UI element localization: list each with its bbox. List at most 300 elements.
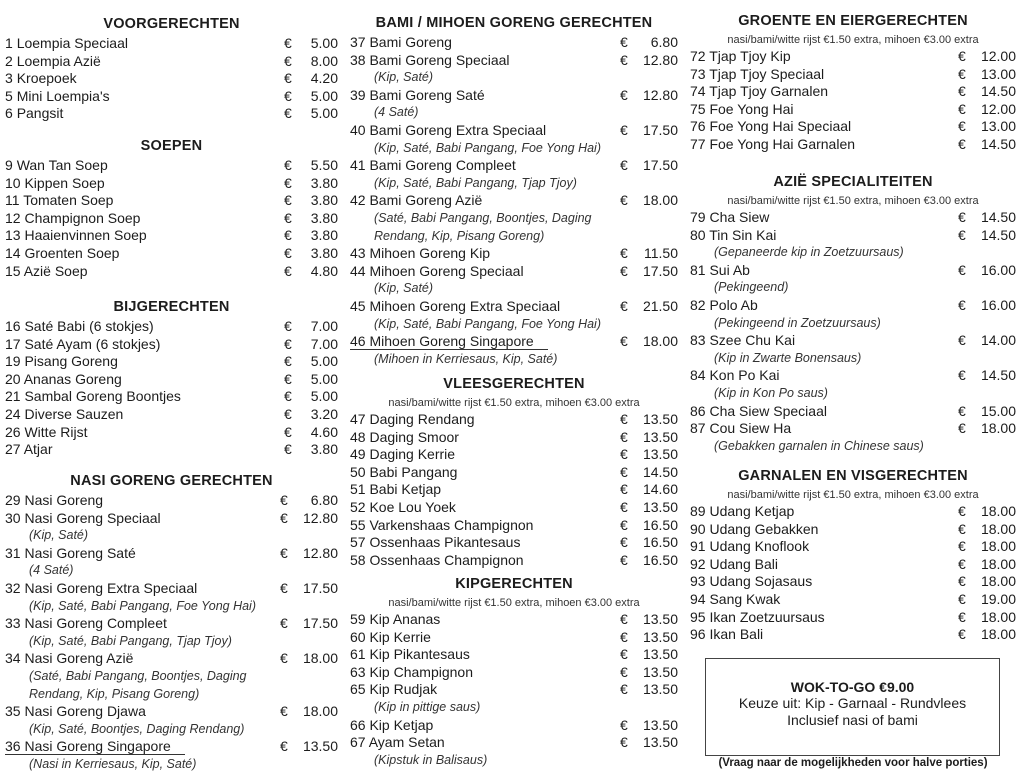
euro-sign: € xyxy=(958,573,966,590)
euro-sign: € xyxy=(958,420,966,437)
price-amount: 17.50 xyxy=(642,262,678,279)
menu-item xyxy=(5,738,338,756)
menu-item xyxy=(5,703,338,721)
price-amount: 17.50 xyxy=(642,121,678,138)
menu-item xyxy=(350,263,678,281)
menu-item-description: (4 Saté) xyxy=(29,563,74,578)
price-amount: 13.50 xyxy=(642,681,678,698)
price-amount: 13.50 xyxy=(642,498,678,515)
menu-item-number: 90 xyxy=(690,520,706,537)
menu-item xyxy=(5,210,338,228)
menu-item xyxy=(690,262,1016,280)
wok-to-go-title: WOK-TO-GO €9.00 xyxy=(790,679,915,695)
menu-item-title: Mini Loempia's xyxy=(16,87,110,104)
menu-item-description: (Kip, Saté) xyxy=(29,528,89,543)
section-heading: NASI GORENG GERECHTEN xyxy=(70,473,273,489)
euro-sign: € xyxy=(620,51,628,68)
euro-sign: € xyxy=(284,244,292,261)
menu-item-name xyxy=(690,591,780,609)
menu-item xyxy=(690,573,1016,591)
menu-item-name xyxy=(350,192,482,210)
menu-item-name xyxy=(5,615,167,633)
menu-item-number: 30 xyxy=(5,509,21,526)
menu-item-description: (Kip, Saté, Babi Pangang, Tjap Tjoy) xyxy=(29,633,232,648)
menu-item-number: 75 xyxy=(690,100,706,117)
menu-item-title: Sang Kwak xyxy=(709,590,781,607)
menu-item-title: Ayam Setan xyxy=(368,734,445,751)
menu-item-number: 34 xyxy=(5,650,21,667)
price-amount: 5.00 xyxy=(310,105,338,122)
menu-section xyxy=(690,171,1016,455)
price-amount: 18.00 xyxy=(980,503,1016,519)
menu-item-title: Foe Yong Hai Garnalen xyxy=(709,135,856,152)
menu-item xyxy=(5,353,338,371)
menu-item-name xyxy=(350,646,470,664)
menu-item-title: Udang Knoflook xyxy=(709,538,810,555)
menu-item-number: 27 xyxy=(5,441,21,458)
menu-item-title: Udang Sojasaus xyxy=(709,573,813,590)
euro-sign: € xyxy=(620,262,628,279)
menu-item xyxy=(690,538,1016,556)
menu-item-number: 60 xyxy=(350,628,366,645)
menu-item xyxy=(5,492,338,510)
menu-item-number: 87 xyxy=(690,420,706,437)
menu-item xyxy=(5,88,338,106)
menu-item-title: Mihoen Goreng Extra Speciaal xyxy=(369,297,561,314)
price-amount: 15.00 xyxy=(980,402,1016,419)
menu-item-title: Cha Siew Speciaal xyxy=(709,402,827,419)
euro-sign: € xyxy=(284,52,292,69)
menu-item-number: 58 xyxy=(350,551,366,568)
section-heading: BIJGERECHTEN xyxy=(113,299,230,315)
euro-sign: € xyxy=(620,611,628,627)
section-heading: BAMI / MIHOEN GORENG GERECHTEN xyxy=(375,15,653,31)
price-amount: 13.50 xyxy=(642,628,678,645)
menu-item-name xyxy=(5,175,105,193)
menu-item-name xyxy=(350,34,452,52)
menu-item-name xyxy=(690,538,809,556)
menu-item-title: Tjap Tjoy Garnalen xyxy=(709,83,829,100)
price-amount: 12.80 xyxy=(302,544,338,561)
euro-sign: € xyxy=(284,335,292,352)
menu-item xyxy=(5,545,338,563)
menu-item-title: Nasi Goreng Djawa xyxy=(24,703,146,720)
menu-item-title: Nasi Goreng Singapore xyxy=(24,738,171,755)
menu-item-name xyxy=(5,245,119,263)
menu-item-name xyxy=(690,48,791,66)
euro-sign: € xyxy=(958,209,966,225)
euro-sign: € xyxy=(280,738,288,755)
menu-item-title: Bami Goreng Azië xyxy=(369,192,483,209)
menu-item-number: 76 xyxy=(690,118,706,135)
price-amount: 14.50 xyxy=(980,209,1016,225)
menu-item xyxy=(690,227,1016,245)
menu-item xyxy=(350,646,678,664)
price-amount: 8.00 xyxy=(310,52,338,69)
menu-item xyxy=(5,227,338,245)
price-amount: 18.00 xyxy=(642,192,678,209)
euro-sign: € xyxy=(280,650,288,667)
menu-item-number: 80 xyxy=(690,226,706,243)
menu-item-name xyxy=(5,35,128,53)
menu-item-name xyxy=(5,441,53,459)
euro-sign: € xyxy=(280,544,288,561)
menu-item-name xyxy=(5,263,88,281)
menu-item-name xyxy=(350,334,548,350)
menu-item-name xyxy=(690,118,851,136)
euro-sign: € xyxy=(958,65,966,82)
euro-sign: € xyxy=(284,370,292,387)
price-amount: 13.00 xyxy=(980,65,1016,82)
price-amount: 3.80 xyxy=(310,209,338,226)
menu-item xyxy=(350,717,678,735)
menu-item xyxy=(690,83,1016,101)
price-amount: 19.00 xyxy=(980,590,1016,607)
euro-sign: € xyxy=(284,105,292,122)
menu-section xyxy=(5,296,338,459)
menu-item-number: 79 xyxy=(690,209,706,225)
menu-item-number: 12 xyxy=(5,209,21,226)
half-portions-note: (Vraag naar de mogelijkheden voor halve porties) xyxy=(718,757,988,769)
euro-sign: € xyxy=(284,192,292,209)
menu-item xyxy=(690,297,1016,315)
menu-item xyxy=(350,534,678,552)
price-amount: 16.50 xyxy=(642,534,678,551)
price-amount: 4.20 xyxy=(310,70,338,87)
menu-item-title: Witte Rijst xyxy=(24,423,88,440)
menu-item-number: 10 xyxy=(5,174,21,191)
menu-item-title: Nasi Goreng Speciaal xyxy=(24,509,161,526)
menu-item xyxy=(5,192,338,210)
menu-item-name xyxy=(350,664,473,682)
euro-sign: € xyxy=(958,83,966,100)
menu-item xyxy=(350,298,678,316)
menu-item-description: (Pekingeend) xyxy=(714,280,789,295)
menu-item-number: 16 xyxy=(5,318,21,334)
euro-sign: € xyxy=(620,498,628,515)
menu-item-name xyxy=(350,52,510,70)
menu-item xyxy=(5,650,338,668)
menu-item-number: 66 xyxy=(350,716,366,733)
menu-item-number: 96 xyxy=(690,626,706,643)
menu-item-title: Tjap Tjoy Speciaal xyxy=(709,65,825,82)
menu-item-number: 82 xyxy=(690,296,706,313)
menu-item-description: (Kip, Saté, Babi Pangang, Tjap Tjoy) xyxy=(374,175,577,190)
menu-item-number: 19 xyxy=(5,353,21,370)
menu-item-name xyxy=(690,573,812,591)
menu-item-description: (Kip in Zwarte Bonensaus) xyxy=(714,350,862,365)
menu-item-number: 11 xyxy=(5,192,20,209)
menu-item xyxy=(690,48,1016,66)
menu-item xyxy=(350,446,678,464)
price-amount: 3.80 xyxy=(310,227,338,244)
menu-item-name xyxy=(5,318,154,336)
menu-item-number: 20 xyxy=(5,370,21,387)
menu-item xyxy=(5,424,338,442)
menu-item-title: Daging Smoor xyxy=(369,428,459,445)
price-amount: 12.80 xyxy=(642,51,678,68)
menu-item-name xyxy=(5,388,181,406)
menu-item xyxy=(5,510,338,528)
menu-item xyxy=(350,245,678,263)
menu-item-number: 32 xyxy=(5,579,21,596)
price-amount: 14.50 xyxy=(980,135,1016,152)
menu-item-title: Daging Rendang xyxy=(369,411,475,427)
menu-item-name xyxy=(350,245,490,263)
menu-item-number: 72 xyxy=(690,48,706,64)
menu-item-name xyxy=(5,545,136,563)
menu-item-title: Ikan Bali xyxy=(709,626,764,643)
price-amount: 7.00 xyxy=(310,318,338,334)
euro-sign: € xyxy=(284,262,292,279)
price-amount: 12.00 xyxy=(980,48,1016,64)
menu-item-name xyxy=(5,192,113,210)
euro-sign: € xyxy=(620,86,628,103)
menu-item xyxy=(690,66,1016,84)
menu-item xyxy=(350,552,678,570)
price-amount: 12.80 xyxy=(642,86,678,103)
menu-item xyxy=(690,609,1016,627)
menu-item-title: Pisang Goreng xyxy=(24,353,118,370)
price-amount: 14.60 xyxy=(642,481,678,498)
euro-sign: € xyxy=(620,333,628,350)
euro-sign: € xyxy=(620,481,628,498)
wok-to-go-includes: Inclusief nasi of bami xyxy=(787,712,918,728)
menu-item-number: 14 xyxy=(5,244,21,261)
price-amount: 16.50 xyxy=(642,516,678,533)
price-amount: 5.50 xyxy=(310,157,338,173)
menu-item-name xyxy=(690,332,795,350)
menu-item xyxy=(690,209,1016,227)
menu-item-name xyxy=(5,70,77,88)
euro-sign: € xyxy=(958,538,966,555)
menu-item-name xyxy=(690,136,855,154)
price-amount: 14.00 xyxy=(980,332,1016,349)
menu-item-title: Mihoen Goreng Speciaal xyxy=(369,262,524,279)
price-amount: 13.50 xyxy=(642,611,678,627)
price-amount: 4.60 xyxy=(310,423,338,440)
euro-sign: € xyxy=(620,446,628,463)
euro-sign: € xyxy=(958,296,966,313)
menu-item xyxy=(690,503,1016,521)
price-amount: 18.00 xyxy=(980,626,1016,643)
menu-item-title: Udang Bali xyxy=(709,555,778,572)
price-amount: 5.00 xyxy=(310,370,338,387)
section-heading: GROENTE EN EIERGERECHTEN xyxy=(738,13,968,29)
menu-item-title: Tomaten Soep xyxy=(23,192,114,209)
menu-item-title: Kip Kerrie xyxy=(369,628,431,645)
euro-sign: € xyxy=(620,34,628,50)
menu-item-name xyxy=(350,481,441,499)
price-amount: 17.50 xyxy=(302,579,338,596)
price-amount: 7.00 xyxy=(310,335,338,352)
menu-item-name xyxy=(690,227,776,245)
menu-item-number: 52 xyxy=(350,498,366,515)
euro-sign: € xyxy=(958,402,966,419)
menu-item-title: Kip Ananas xyxy=(369,611,441,627)
price-amount: 18.00 xyxy=(980,520,1016,537)
menu-item-name xyxy=(350,298,560,316)
price-amount: 18.00 xyxy=(642,333,678,350)
menu-item xyxy=(690,521,1016,539)
price-amount: 18.00 xyxy=(980,420,1016,437)
menu-item-title: Sui Ab xyxy=(709,261,750,278)
menu-item xyxy=(5,157,338,175)
price-amount: 13.50 xyxy=(642,646,678,663)
section-extra-note: nasi/bami/witte rijst €1.50 extra, mihoen €3.00 extra xyxy=(727,489,979,501)
menu-item-number: 49 xyxy=(350,446,366,463)
menu-item-name xyxy=(690,66,824,84)
menu-item xyxy=(690,626,1016,644)
menu-item-number: 6 xyxy=(5,105,13,122)
menu-item xyxy=(350,157,678,175)
menu-item xyxy=(350,34,678,52)
menu-item-title: Groenten Soep xyxy=(24,244,120,261)
menu-item-number: 40 xyxy=(350,121,366,138)
section-extra-note: nasi/bami/witte rijst €1.50 extra, mihoen €3.00 extra xyxy=(388,397,640,409)
menu-item-name xyxy=(350,87,485,105)
euro-sign: € xyxy=(284,209,292,226)
menu-item-title: Loempia Azië xyxy=(16,52,101,69)
menu-item-title: Ossenhaas Champignon xyxy=(369,551,524,568)
euro-sign: € xyxy=(958,367,966,384)
menu-item-title: Babi Ketjap xyxy=(369,481,442,498)
price-amount: 13.50 xyxy=(302,738,338,755)
menu-item-number: 74 xyxy=(690,83,706,100)
menu-item-name xyxy=(5,105,63,123)
euro-sign: € xyxy=(284,70,292,87)
menu-item xyxy=(350,192,678,210)
menu-item-title: Daging Kerrie xyxy=(369,446,456,463)
menu-item-name xyxy=(690,262,750,280)
menu-item-title: Bami Goreng Speciaal xyxy=(369,51,510,68)
menu-item-number: 2 xyxy=(5,52,13,69)
menu-item xyxy=(690,556,1016,574)
menu-item-title: Foe Yong Hai xyxy=(709,100,794,117)
menu-item-name xyxy=(350,611,440,629)
menu-item-name xyxy=(350,157,516,175)
menu-item-name xyxy=(350,122,546,140)
price-amount: 16.00 xyxy=(980,261,1016,278)
menu-item-number: 9 xyxy=(5,157,13,173)
euro-sign: € xyxy=(280,703,288,720)
euro-sign: € xyxy=(620,534,628,551)
price-amount: 18.00 xyxy=(980,538,1016,555)
menu-item xyxy=(350,734,678,752)
menu-item-description: (4 Saté) xyxy=(374,105,419,120)
price-amount: 12.00 xyxy=(980,100,1016,117)
euro-sign: € xyxy=(958,48,966,64)
price-amount: 14.50 xyxy=(980,83,1016,100)
price-amount: 6.80 xyxy=(650,34,678,50)
price-amount: 18.00 xyxy=(302,703,338,720)
menu-item xyxy=(350,664,678,682)
euro-sign: € xyxy=(284,227,292,244)
euro-sign: € xyxy=(284,35,292,51)
menu-item-title: Cha Siew xyxy=(709,209,770,225)
menu-item-name xyxy=(5,157,108,175)
price-amount: 3.80 xyxy=(310,192,338,209)
menu-item-number: 65 xyxy=(350,681,366,698)
price-amount: 14.50 xyxy=(980,226,1016,243)
euro-sign: € xyxy=(620,157,628,174)
menu-item-number: 13 xyxy=(5,227,21,244)
menu-item-title: Bami Goreng Extra Speciaal xyxy=(369,121,547,138)
menu-item-title: Kon Po Kai xyxy=(709,367,780,384)
menu-item-name xyxy=(5,580,197,598)
menu-item-description: (Kip in pittige saus) xyxy=(374,699,481,714)
price-amount: 13.50 xyxy=(642,663,678,680)
euro-sign: € xyxy=(620,297,628,314)
menu-item xyxy=(690,367,1016,385)
menu-item-description: (Kip, Saté) xyxy=(374,70,434,85)
euro-sign: € xyxy=(620,734,628,751)
euro-sign: € xyxy=(958,135,966,152)
menu-item-title: Nasi Goreng Azië xyxy=(24,650,134,667)
menu-item-number: 39 xyxy=(350,86,366,103)
menu-item-number: 36 xyxy=(5,738,21,755)
menu-item-name xyxy=(5,406,123,424)
menu-item-number: 21 xyxy=(5,388,21,405)
menu-item-number: 89 xyxy=(690,503,706,519)
menu-item-number: 38 xyxy=(350,51,366,68)
menu-item-title: Tjap Tjoy Kip xyxy=(709,48,791,64)
section-extra-note: nasi/bami/witte rijst €1.50 extra, mihoen €3.00 extra xyxy=(388,597,640,609)
menu-item-description: (Saté, Babi Pangang, Boontjes, Daging xyxy=(374,210,592,225)
menu-item-title: Tin Sin Kai xyxy=(709,226,777,243)
menu-item-title: Atjar xyxy=(23,441,53,458)
price-amount: 13.50 xyxy=(642,716,678,733)
menu-item-title: Ikan Zoetzuursaus xyxy=(709,608,825,625)
menu-item-name xyxy=(5,227,147,245)
menu-item xyxy=(5,175,338,193)
euro-sign: € xyxy=(958,608,966,625)
menu-item-number: 59 xyxy=(350,611,366,627)
wok-to-go-box xyxy=(705,658,1000,756)
menu-item-description: (Gepaneerde kip in Zoetzuursaus) xyxy=(714,245,904,260)
menu-item-title: Saté Babi (6 stokjes) xyxy=(24,318,154,334)
price-amount: 3.80 xyxy=(310,174,338,191)
menu-item-description: Rendang, Kip, Pisang Goreng) xyxy=(29,686,200,701)
menu-item-description: (Kip, Saté, Babi Pangang, Foe Yong Hai) xyxy=(29,598,257,613)
menu-item xyxy=(350,611,678,629)
menu-item-title: Varkenshaas Champignon xyxy=(369,516,534,533)
euro-sign: € xyxy=(620,551,628,568)
menu-item-name xyxy=(350,446,455,464)
menu-item-title: Nasi Goreng Saté xyxy=(24,544,136,561)
price-amount: 14.50 xyxy=(642,463,678,480)
euro-sign: € xyxy=(958,226,966,243)
section-heading: AZIË SPECIALITEITEN xyxy=(773,174,933,190)
price-amount: 17.50 xyxy=(302,615,338,632)
euro-sign: € xyxy=(958,332,966,349)
menu-item-number: 61 xyxy=(350,646,366,663)
euro-sign: € xyxy=(284,174,292,191)
menu-section xyxy=(5,135,338,280)
euro-sign: € xyxy=(284,423,292,440)
menu-section xyxy=(5,13,338,123)
section-heading: VOORGERECHTEN xyxy=(103,16,240,32)
menu-item xyxy=(5,580,338,598)
menu-item-number: 51 xyxy=(350,481,366,498)
menu-item-title: Polo Ab xyxy=(709,296,758,313)
menu-item-name xyxy=(350,552,524,570)
menu-item xyxy=(350,122,678,140)
menu-item-name xyxy=(690,403,827,421)
menu-item-description: Rendang, Kip, Pisang Goreng) xyxy=(374,228,545,243)
euro-sign: € xyxy=(958,626,966,643)
menu-item-description: (Nasi in Kerriesaus, Kip, Saté) xyxy=(29,756,197,771)
